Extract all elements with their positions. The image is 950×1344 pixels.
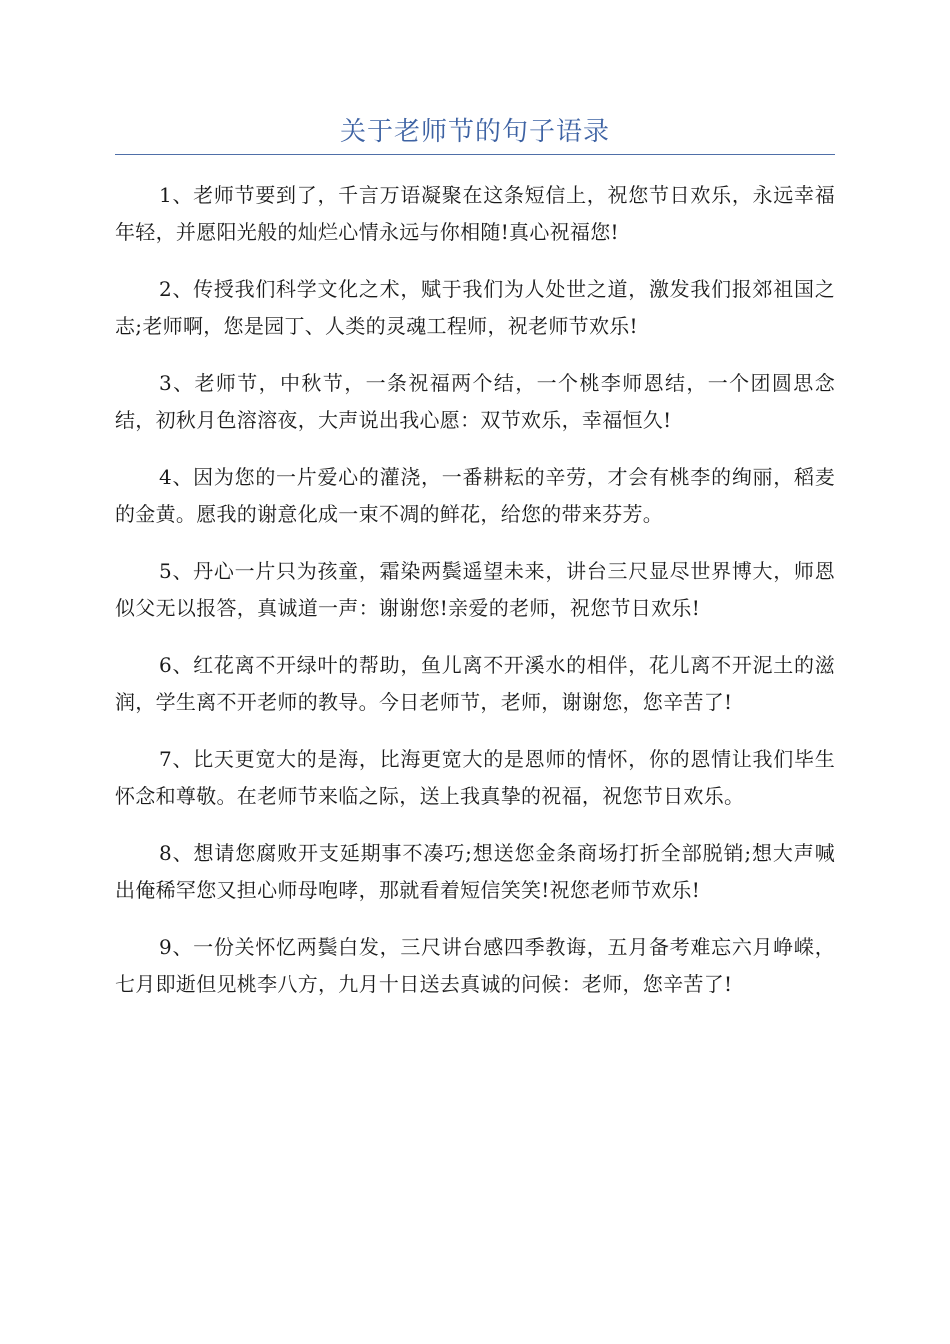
paragraph-3: 3、老师节，中秋节，一条祝福两个结，一个桃李师恩结，一个团圆思念结，初秋月色溶溶夜，大声说出我心愿：双节欢乐，幸福恒久! xyxy=(115,371,835,432)
paragraph-8: 8、想请您腐败开支延期事不凑巧;想送您金条商场打折全部脱销;想大声喊出俺稀罕您又担心师母咆哮，那就看着短信笑笑!祝您老师节欢乐! xyxy=(115,841,835,902)
paragraph-5: 5、丹心一片只为孩童，霜染两鬓遥望未来，讲台三尺显尽世界博大，师恩似父无以报答，真诚道一声：谢谢您!亲爱的老师，祝您节日欢乐! xyxy=(115,559,835,620)
paragraph-6: 6、红花离不开绿叶的帮助，鱼儿离不开溪水的相伴，花儿离不开泥土的滋润，学生离不开老师的教导。今日老师节，老师，谢谢您，您辛苦了! xyxy=(115,653,835,714)
document-body xyxy=(115,177,835,1023)
paragraph-1: 1、老师节要到了，千言万语凝聚在这条短信上，祝您节日欢乐，永远幸福年轻，并愿阳光般的灿烂心情永远与你相随!真心祝福您! xyxy=(115,183,835,244)
document-title: 关于老师节的句子语录 xyxy=(339,117,610,147)
paragraph-2: 2、传授我们科学文化之术，赋于我们为人处世之道，激发我们报郊祖国之志;老师啊，您是园丁、人类的灵魂工程师，祝老师节欢乐! xyxy=(115,277,835,338)
paragraph-7: 7、比天更宽大的是海，比海更宽大的是恩师的情怀，你的恩情让我们毕生怀念和尊敬。在老师节来临之际，送上我真挚的祝福，祝您节日欢乐。 xyxy=(115,747,835,808)
paragraph-9: 9、一份关怀忆两鬓白发，三尺讲台感四季教诲，五月备考难忘六月峥嵘，七月即逝但见桃李八方，九月十日送去真诚的问候：老师，您辛苦了! xyxy=(115,935,835,996)
title-underline-rule xyxy=(115,154,835,155)
paragraph-4: 4、因为您的一片爱心的灌浇，一番耕耘的辛劳，才会有桃李的绚丽，稻麦的金黄。愿我的谢意化成一束不凋的鲜花，给您的带来芬芳。 xyxy=(115,465,835,526)
